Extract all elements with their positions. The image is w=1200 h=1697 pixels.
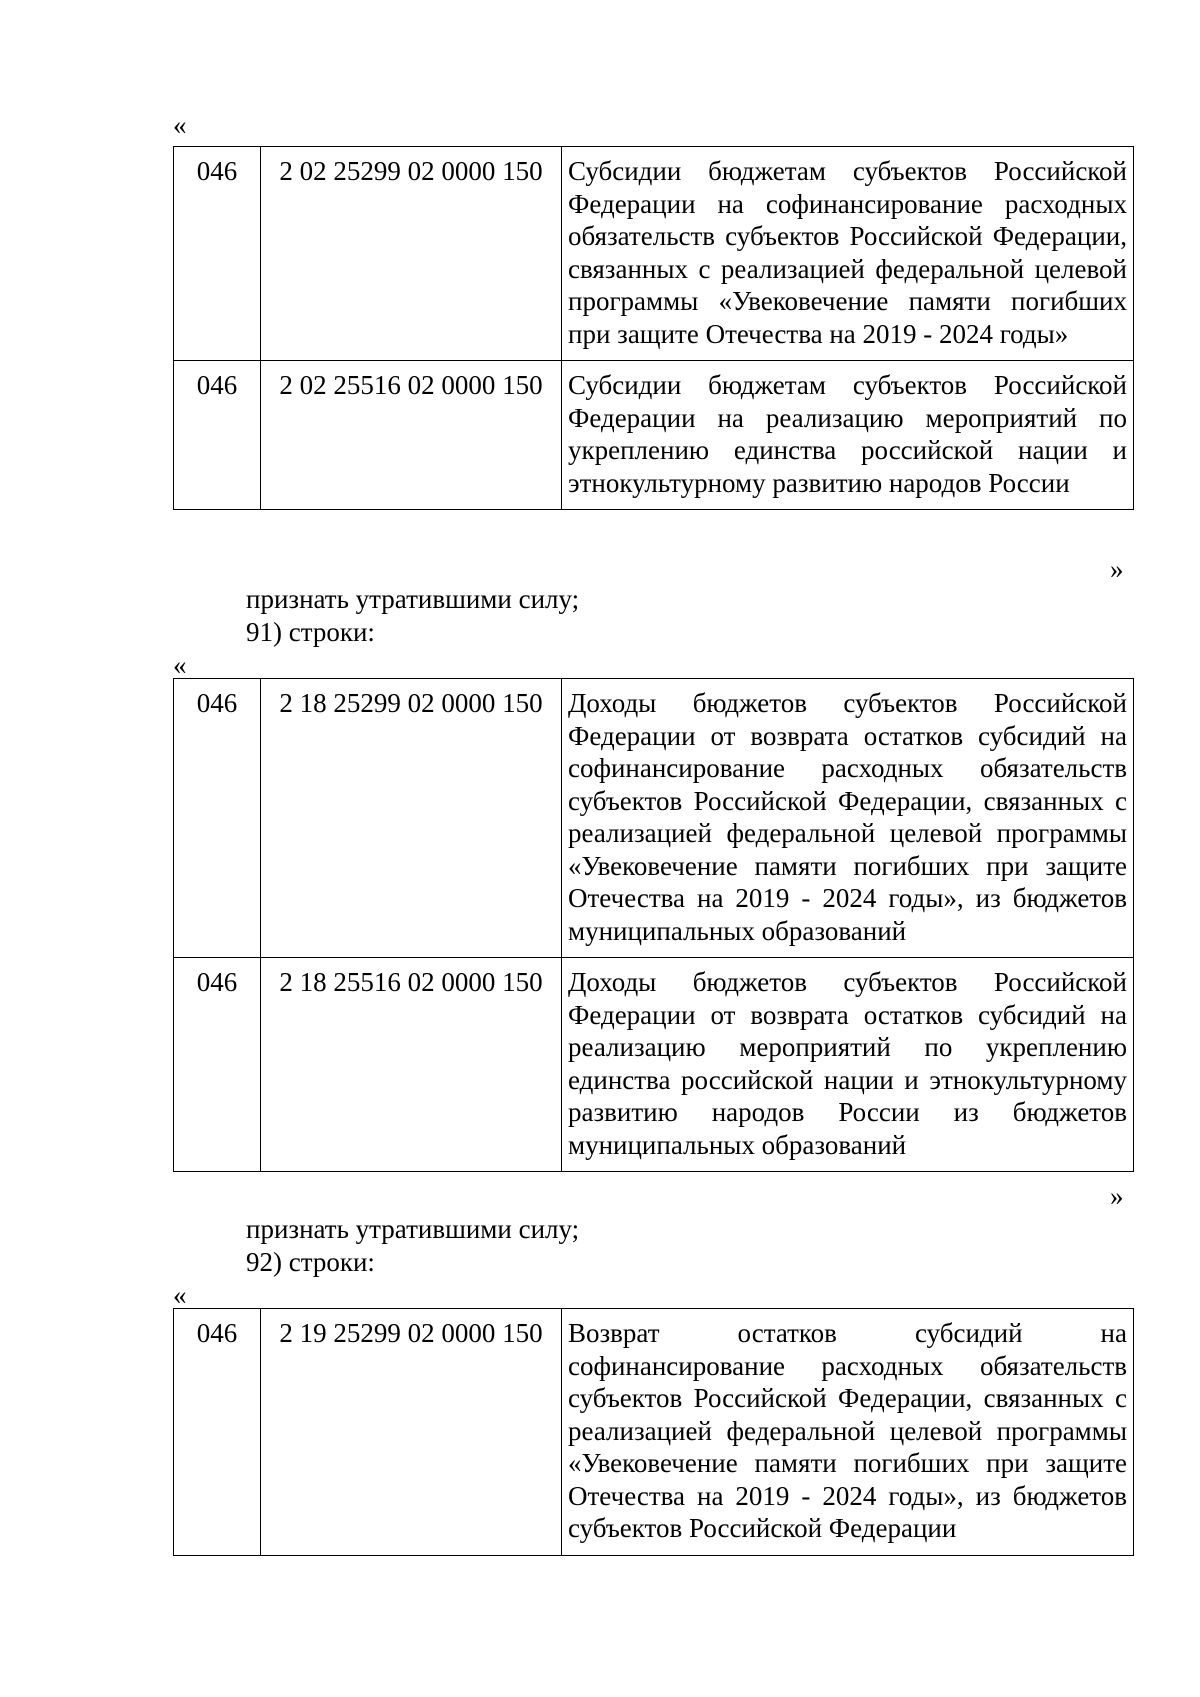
budget-code-table xyxy=(173,146,1134,510)
close-quote: » xyxy=(1110,554,1124,584)
budget-code-cell: 2 02 25516 02 0000 150 xyxy=(261,361,562,510)
paragraph: 91) строки: xyxy=(246,617,375,647)
budget-code-table xyxy=(173,678,1134,1172)
budget-code-table xyxy=(173,1308,1134,1556)
open-quote: « xyxy=(173,650,187,680)
table-row xyxy=(174,361,1134,510)
paragraph: признать утратившими силу; xyxy=(246,584,580,614)
agency-code-cell: 046 xyxy=(174,1309,261,1556)
income-name-cell: Субсидии бюджетам субъектов Российской Федерации на реализацию мероприятий по укреплению единства российской нации и этнокультурному развитию народов России xyxy=(562,361,1134,510)
table-row xyxy=(174,147,1134,361)
close-quote: » xyxy=(1110,1181,1124,1211)
budget-code-cell: 2 02 25299 02 0000 150 xyxy=(261,147,562,361)
income-name-cell: Доходы бюджетов субъектов Российской Федерации от возврата остатков субсидий на софинансирование расходных обязательств субъектов Российской Федерации, связанных с реализацией федеральной целевой программы «Увековечение памяти погибших при защите Отечества на 2019 - 2024 годы», из бюджетов муниципальных образований xyxy=(562,679,1134,958)
table-row xyxy=(174,1309,1134,1556)
budget-code-cell: 2 18 25516 02 0000 150 xyxy=(261,958,562,1172)
table-row xyxy=(174,679,1134,958)
open-quote: « xyxy=(173,110,187,140)
income-name-cell: Возврат остатков субсидий на софинансирование расходных обязательств субъектов Российской Федерации, связанных с реализацией федеральной целевой программы «Увековечение памяти погибших при защите Отечества на 2019 - 2024 годы», из бюджетов субъектов Российской Федерации xyxy=(562,1309,1134,1556)
agency-code-cell: 046 xyxy=(174,361,261,510)
agency-code-cell: 046 xyxy=(174,958,261,1172)
income-name-cell: Доходы бюджетов субъектов Российской Федерации от возврата остатков субсидий на реализацию мероприятий по укреплению единства российской нации и этнокультурному развитию народов России из бюджетов муниципальных образований xyxy=(562,958,1134,1172)
paragraph: 92) строки: xyxy=(246,1247,375,1277)
budget-code-cell: 2 18 25299 02 0000 150 xyxy=(261,679,562,958)
agency-code-cell: 046 xyxy=(174,147,261,361)
agency-code-cell: 046 xyxy=(174,679,261,958)
paragraph: признать утратившими силу; xyxy=(246,1214,580,1244)
budget-code-cell: 2 19 25299 02 0000 150 xyxy=(261,1309,562,1556)
open-quote: « xyxy=(173,1280,187,1310)
income-name-cell: Субсидии бюджетам субъектов Российской Федерации на софинансирование расходных обязательств субъектов Российской Федерации, связанных с реализацией федеральной целевой программы «Увековечение памяти погибших при защите Отечества на 2019 - 2024 годы» xyxy=(562,147,1134,361)
table-row xyxy=(174,958,1134,1172)
